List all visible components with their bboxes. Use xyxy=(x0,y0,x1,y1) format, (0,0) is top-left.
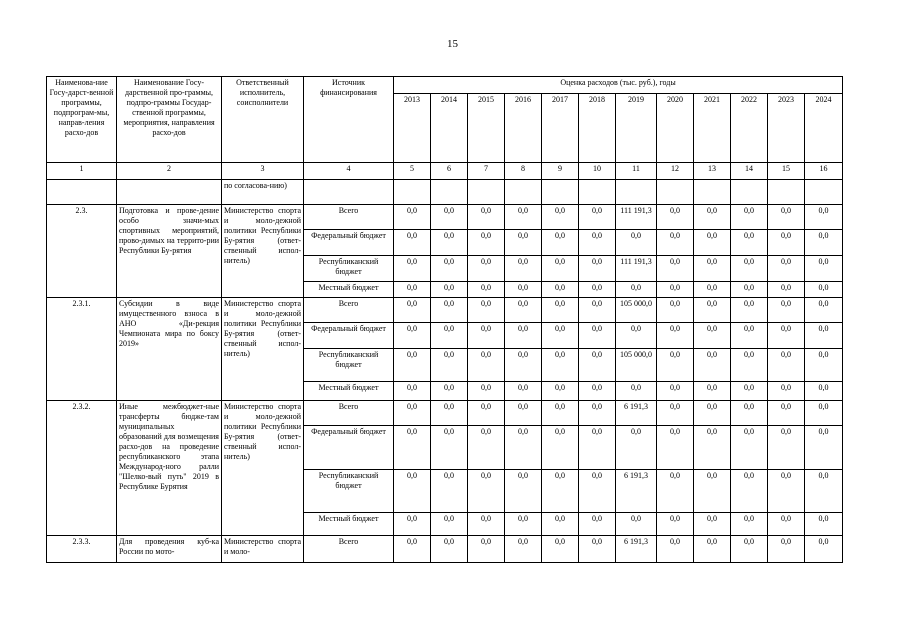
value-cell: 0,0 xyxy=(505,256,542,282)
funding-source: Федеральный бюджет xyxy=(304,323,394,349)
column-number: 4 xyxy=(304,163,394,180)
value-cell: 0,0 xyxy=(542,282,579,298)
funding-source: Всего xyxy=(304,536,394,563)
value-cell: 0,0 xyxy=(431,323,468,349)
value-cell: 0,0 xyxy=(731,256,768,282)
row-executor: Министерство спорта и моло- xyxy=(222,536,304,563)
column-number: 7 xyxy=(468,163,505,180)
year-header: 2013 xyxy=(394,94,431,163)
value-cell: 0,0 xyxy=(394,298,431,323)
value-cell: 6 191,3 xyxy=(616,401,657,426)
value-cell: 0,0 xyxy=(394,349,431,382)
value-cell: 0,0 xyxy=(805,298,843,323)
value-cell: 0,0 xyxy=(768,349,805,382)
value-cell: 0,0 xyxy=(805,426,843,470)
row-name: Для проведения куб-ка России по мото- xyxy=(117,536,222,563)
value-cell: 0,0 xyxy=(731,205,768,230)
value-cell: 0,0 xyxy=(394,230,431,256)
value-cell: 0,0 xyxy=(542,426,579,470)
value-cell: 0,0 xyxy=(505,513,542,536)
column-number: 8 xyxy=(505,163,542,180)
value-cell: 0,0 xyxy=(542,323,579,349)
value-cell: 0,0 xyxy=(505,401,542,426)
year-header: 2015 xyxy=(468,94,505,163)
value-cell: 0,0 xyxy=(731,513,768,536)
value-cell: 0,0 xyxy=(394,282,431,298)
column-number: 11 xyxy=(616,163,657,180)
value-cell: 0,0 xyxy=(394,401,431,426)
column-number: 12 xyxy=(657,163,694,180)
value-cell: 0,0 xyxy=(579,230,616,256)
year-header: 2023 xyxy=(768,94,805,163)
value-cell: 0,0 xyxy=(394,513,431,536)
column-number: 6 xyxy=(431,163,468,180)
value-cell: 111 191,3 xyxy=(616,256,657,282)
funding-source: Республиканский бюджет xyxy=(304,256,394,282)
value-cell: 0,0 xyxy=(431,230,468,256)
value-cell: 0,0 xyxy=(694,513,731,536)
value-cell: 0,0 xyxy=(579,205,616,230)
value-cell: 0,0 xyxy=(657,382,694,401)
value-cell: 0,0 xyxy=(616,323,657,349)
value-cell: 0,0 xyxy=(431,470,468,513)
value-cell: 0,0 xyxy=(468,382,505,401)
value-cell: 0,0 xyxy=(694,282,731,298)
value-cell: 0,0 xyxy=(394,426,431,470)
value-cell: 0,0 xyxy=(616,426,657,470)
funding-source: Местный бюджет xyxy=(304,382,394,401)
value-cell: 0,0 xyxy=(505,205,542,230)
column-number: 14 xyxy=(731,163,768,180)
value-cell: 0,0 xyxy=(657,282,694,298)
value-cell: 0,0 xyxy=(657,349,694,382)
value-cell: 111 191,3 xyxy=(616,205,657,230)
value-cell: 0,0 xyxy=(805,205,843,230)
value-cell: 0,0 xyxy=(468,256,505,282)
table-body xyxy=(47,180,843,563)
value-cell: 0,0 xyxy=(394,323,431,349)
funding-source: Федеральный бюджет xyxy=(304,230,394,256)
value-cell: 0,0 xyxy=(694,298,731,323)
value-cell: 0,0 xyxy=(768,470,805,513)
value-cell: 105 000,0 xyxy=(616,349,657,382)
value-cell: 0,0 xyxy=(694,426,731,470)
value-cell: 0,0 xyxy=(579,401,616,426)
value-cell: 0,0 xyxy=(505,323,542,349)
value-cell: 0,0 xyxy=(768,282,805,298)
column-number: 3 xyxy=(222,163,304,180)
value-cell: 0,0 xyxy=(731,298,768,323)
header-col4: Источник финансирования xyxy=(304,77,394,163)
value-cell: 0,0 xyxy=(579,513,616,536)
value-cell: 0,0 xyxy=(768,382,805,401)
row-name: Подготовка и прове-дение особо значи-мых спортивных мероприятий, прово-димых на террито-рии Республики Бу-рятия xyxy=(117,205,222,298)
year-header: 2016 xyxy=(505,94,542,163)
value-cell: 0,0 xyxy=(468,298,505,323)
value-cell: 0,0 xyxy=(731,349,768,382)
year-header: 2024 xyxy=(805,94,843,163)
value-cell: 0,0 xyxy=(468,401,505,426)
row-executor: Министерство спорта и моло-дежной политики Республики Бу-рятия (ответ-ственный испол-нитель) xyxy=(222,205,304,298)
value-cell: 0,0 xyxy=(505,230,542,256)
value-cell: 0,0 xyxy=(505,282,542,298)
continuation-text: по согласова-нию) xyxy=(222,180,304,205)
column-numbers-row xyxy=(47,163,843,180)
value-cell: 0,0 xyxy=(542,298,579,323)
value-cell: 0,0 xyxy=(505,298,542,323)
value-cell: 0,0 xyxy=(805,382,843,401)
column-number: 1 xyxy=(47,163,117,180)
value-cell: 0,0 xyxy=(394,470,431,513)
value-cell: 0,0 xyxy=(468,536,505,563)
year-header: 2019 xyxy=(616,94,657,163)
value-cell: 0,0 xyxy=(431,536,468,563)
value-cell: 0,0 xyxy=(694,470,731,513)
value-cell: 0,0 xyxy=(768,298,805,323)
value-cell: 0,0 xyxy=(768,536,805,563)
value-cell: 0,0 xyxy=(768,230,805,256)
value-cell: 0,0 xyxy=(731,470,768,513)
value-cell: 0,0 xyxy=(694,230,731,256)
row-code: 2.3.2. xyxy=(47,401,117,536)
header-col3: Ответственный исполнитель, соисполнители xyxy=(222,77,304,163)
value-cell: 0,0 xyxy=(805,230,843,256)
table-row xyxy=(47,298,843,323)
year-header: 2020 xyxy=(657,94,694,163)
table-row xyxy=(47,536,843,563)
value-cell: 0,0 xyxy=(731,382,768,401)
value-cell: 0,0 xyxy=(468,349,505,382)
value-cell: 0,0 xyxy=(731,426,768,470)
value-cell: 0,0 xyxy=(431,513,468,536)
value-cell: 0,0 xyxy=(768,426,805,470)
value-cell: 105 000,0 xyxy=(616,298,657,323)
header-col2: Наименование Госу-дарственной про-граммы, подпро-граммы Государ-ственной программы, мероприятия, направления расхо-дов xyxy=(117,77,222,163)
value-cell: 0,0 xyxy=(579,323,616,349)
row-executor: Министерство спорта и моло-дежной политики Республики Бу-рятия (ответ-ственный испол-нитель) xyxy=(222,401,304,536)
value-cell: 0,0 xyxy=(731,282,768,298)
funding-source: Всего xyxy=(304,298,394,323)
value-cell: 0,0 xyxy=(768,256,805,282)
value-cell: 0,0 xyxy=(394,205,431,230)
value-cell: 0,0 xyxy=(616,382,657,401)
column-number: 10 xyxy=(579,163,616,180)
funding-source: Всего xyxy=(304,401,394,426)
value-cell: 0,0 xyxy=(431,256,468,282)
value-cell: 0,0 xyxy=(657,256,694,282)
funding-source: Местный бюджет xyxy=(304,282,394,298)
value-cell: 0,0 xyxy=(468,205,505,230)
value-cell: 0,0 xyxy=(805,536,843,563)
value-cell: 0,0 xyxy=(805,470,843,513)
value-cell: 0,0 xyxy=(694,349,731,382)
value-cell: 0,0 xyxy=(431,382,468,401)
value-cell: 0,0 xyxy=(768,513,805,536)
value-cell: 0,0 xyxy=(579,282,616,298)
value-cell: 6 191,3 xyxy=(616,470,657,513)
header-col1: Наименова-ние Госу-дарст-венной программы, подпрограм-мы, направ-ления расхо-дов xyxy=(47,77,117,163)
funding-source: Федеральный бюджет xyxy=(304,426,394,470)
value-cell: 0,0 xyxy=(431,426,468,470)
value-cell: 0,0 xyxy=(431,205,468,230)
year-header: 2014 xyxy=(431,94,468,163)
value-cell: 0,0 xyxy=(542,513,579,536)
value-cell: 0,0 xyxy=(694,382,731,401)
value-cell: 0,0 xyxy=(694,205,731,230)
budget-table xyxy=(46,76,843,563)
value-cell: 0,0 xyxy=(768,205,805,230)
funding-source: Местный бюджет xyxy=(304,513,394,536)
funding-source: Всего xyxy=(304,205,394,230)
value-cell: 0,0 xyxy=(468,426,505,470)
value-cell: 0,0 xyxy=(694,323,731,349)
value-cell: 0,0 xyxy=(579,298,616,323)
value-cell: 0,0 xyxy=(805,401,843,426)
value-cell: 0,0 xyxy=(579,536,616,563)
value-cell: 0,0 xyxy=(657,426,694,470)
value-cell: 0,0 xyxy=(505,382,542,401)
value-cell: 0,0 xyxy=(805,323,843,349)
column-number: 15 xyxy=(768,163,805,180)
value-cell: 0,0 xyxy=(542,349,579,382)
value-cell: 0,0 xyxy=(616,282,657,298)
table-row xyxy=(47,401,843,426)
value-cell: 0,0 xyxy=(731,323,768,349)
value-cell: 0,0 xyxy=(616,513,657,536)
value-cell: 0,0 xyxy=(805,256,843,282)
year-header: 2022 xyxy=(731,94,768,163)
value-cell: 0,0 xyxy=(657,205,694,230)
value-cell: 0,0 xyxy=(657,470,694,513)
value-cell: 0,0 xyxy=(542,256,579,282)
value-cell: 0,0 xyxy=(731,230,768,256)
value-cell: 0,0 xyxy=(579,470,616,513)
value-cell: 0,0 xyxy=(805,349,843,382)
row-name: Субсидии в виде имущественного взноса в АНО «Ди-рекция Чемпионата мира по боксу 2019» xyxy=(117,298,222,401)
column-number: 2 xyxy=(117,163,222,180)
value-cell: 0,0 xyxy=(579,349,616,382)
continuation-row xyxy=(47,180,843,205)
value-cell: 0,0 xyxy=(657,323,694,349)
value-cell: 0,0 xyxy=(468,282,505,298)
value-cell: 0,0 xyxy=(542,470,579,513)
value-cell: 0,0 xyxy=(468,470,505,513)
value-cell: 0,0 xyxy=(542,205,579,230)
value-cell: 0,0 xyxy=(431,401,468,426)
value-cell: 0,0 xyxy=(542,401,579,426)
funding-source: Республиканский бюджет xyxy=(304,349,394,382)
value-cell: 0,0 xyxy=(394,382,431,401)
value-cell: 0,0 xyxy=(805,513,843,536)
row-code: 2.3.1. xyxy=(47,298,117,401)
value-cell: 0,0 xyxy=(657,513,694,536)
value-cell: 0,0 xyxy=(542,382,579,401)
value-cell: 0,0 xyxy=(505,349,542,382)
value-cell: 0,0 xyxy=(468,323,505,349)
value-cell: 0,0 xyxy=(768,401,805,426)
row-code: 2.3.3. xyxy=(47,536,117,563)
value-cell: 0,0 xyxy=(657,230,694,256)
row-executor: Министерство спорта и моло-дежной политики Республики Бу-рятия (ответ-ственный испол-нитель) xyxy=(222,298,304,401)
year-header: 2018 xyxy=(579,94,616,163)
value-cell: 0,0 xyxy=(731,401,768,426)
value-cell: 6 191,3 xyxy=(616,536,657,563)
value-cell: 0,0 xyxy=(616,230,657,256)
value-cell: 0,0 xyxy=(431,298,468,323)
year-header: 2017 xyxy=(542,94,579,163)
row-code: 2.3. xyxy=(47,205,117,298)
value-cell: 0,0 xyxy=(468,513,505,536)
value-cell: 0,0 xyxy=(505,536,542,563)
value-cell: 0,0 xyxy=(579,256,616,282)
year-header: 2021 xyxy=(694,94,731,163)
value-cell: 0,0 xyxy=(394,536,431,563)
column-number: 5 xyxy=(394,163,431,180)
value-cell: 0,0 xyxy=(542,230,579,256)
value-cell: 0,0 xyxy=(505,426,542,470)
value-cell: 0,0 xyxy=(805,282,843,298)
table-row xyxy=(47,205,843,230)
value-cell: 0,0 xyxy=(431,282,468,298)
value-cell: 0,0 xyxy=(579,382,616,401)
column-number: 13 xyxy=(694,163,731,180)
value-cell: 0,0 xyxy=(694,401,731,426)
column-number: 16 xyxy=(805,163,843,180)
value-cell: 0,0 xyxy=(657,401,694,426)
value-cell: 0,0 xyxy=(694,536,731,563)
value-cell: 0,0 xyxy=(579,426,616,470)
value-cell: 0,0 xyxy=(505,470,542,513)
value-cell: 0,0 xyxy=(468,230,505,256)
value-cell: 0,0 xyxy=(768,323,805,349)
header-estimate: Оценка расходов (тыс. руб.), годы xyxy=(394,77,843,94)
value-cell: 0,0 xyxy=(694,256,731,282)
value-cell: 0,0 xyxy=(542,536,579,563)
column-number: 9 xyxy=(542,163,579,180)
value-cell: 0,0 xyxy=(657,536,694,563)
value-cell: 0,0 xyxy=(731,536,768,563)
funding-source: Республиканский бюджет xyxy=(304,470,394,513)
row-name: Иные межбюджет-ные трансферты бюдже-там муниципальных образований для возмещения расхо-дов на проведение республиканского этапа Международ-ного ралли "Шелко-вый путь" 2019 в Республике Бурятия xyxy=(117,401,222,536)
header-row xyxy=(47,77,843,94)
value-cell: 0,0 xyxy=(431,349,468,382)
value-cell: 0,0 xyxy=(657,298,694,323)
page-number: 15 xyxy=(447,38,458,50)
value-cell: 0,0 xyxy=(394,256,431,282)
